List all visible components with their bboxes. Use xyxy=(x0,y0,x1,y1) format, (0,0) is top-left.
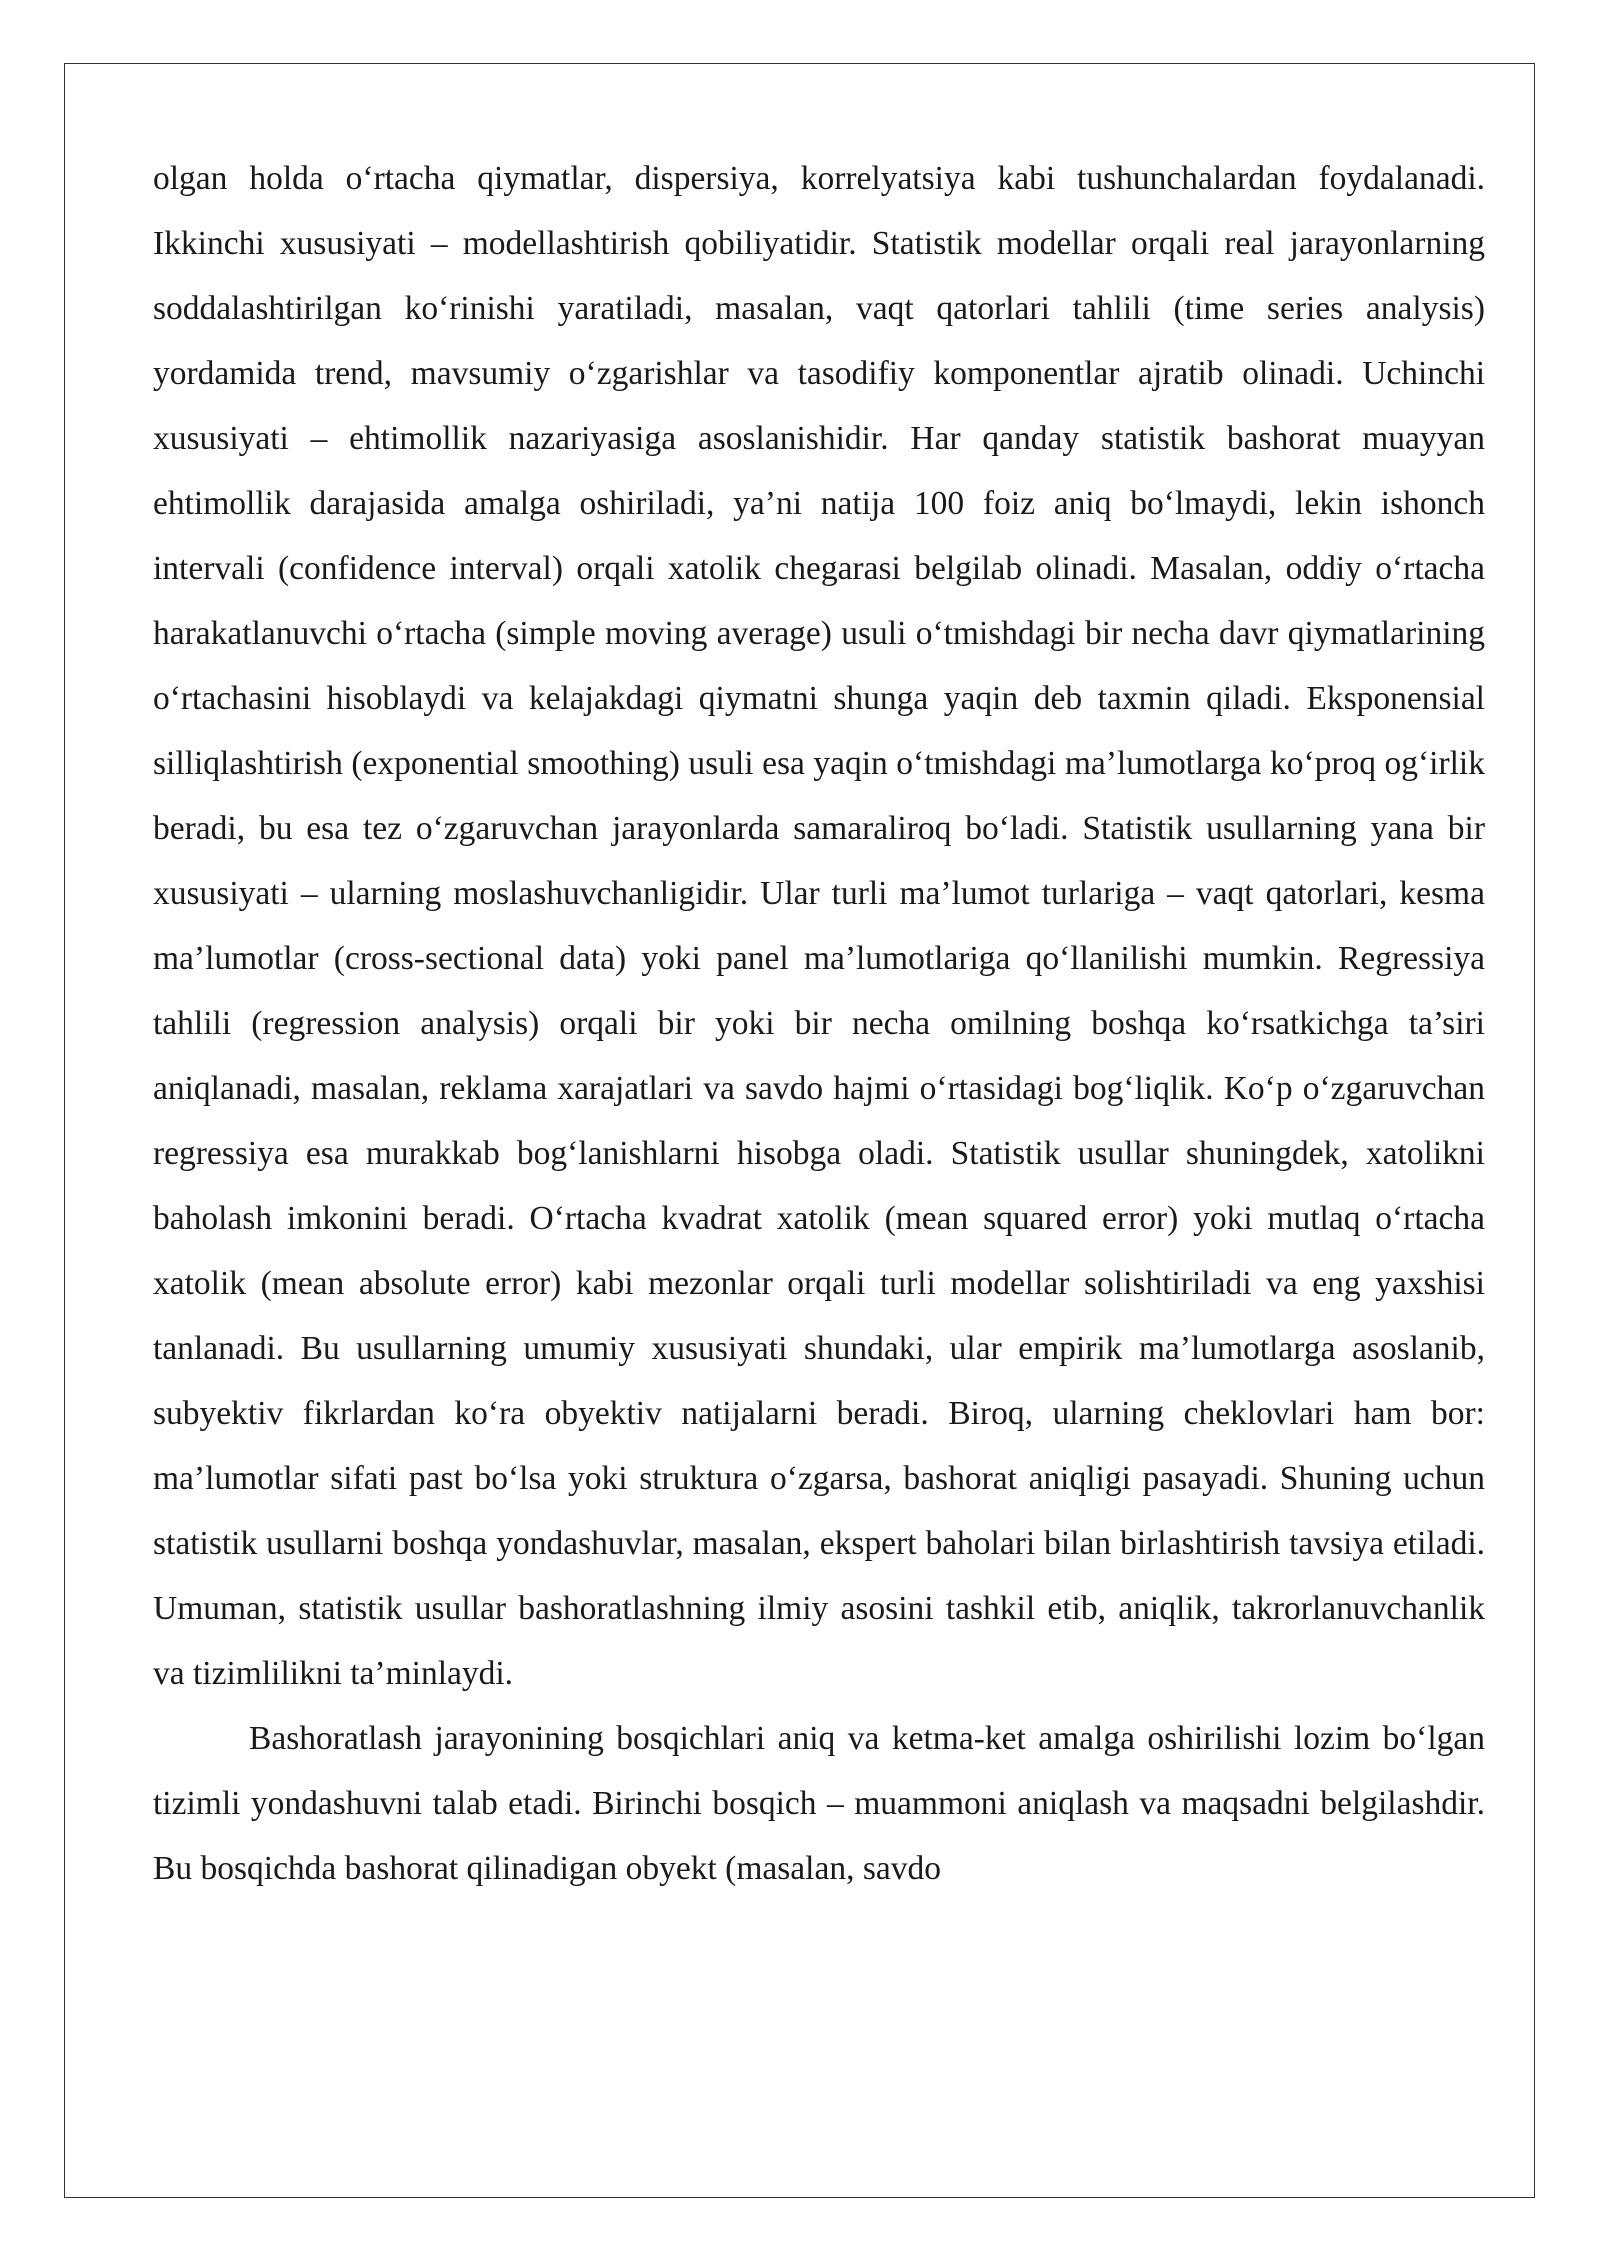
document-body xyxy=(153,146,1485,1901)
paragraph-forecasting-stages: Bashoratlash jarayonining bosqichlari aniq va ketma-ket amalga oshirilishi lozim bo‘lgan tizimli yondashuvni talab etadi. Birinchi bosqich – muammoni aniqlash va maqsadni belgilashdir. Bu bosqichda bashorat qilinadigan obyekt (masalan, savdo xyxy=(153,1720,1485,1887)
paragraph-continuation: olgan holda o‘rtacha qiymatlar, dispersiya, korrelyatsiya kabi tushunchalardan foydalanadi. Ikkinchi xususiyati – modellashtirish qobiliyatidir. Statistik modellar orqali real jarayonlarning soddalashtirilgan ko‘rinishi yaratiladi, masalan, vaqt qatorlari tahlili (time series analysis) yordamida trend, mavsumiy o‘zgarishlar va tasodifiy komponentlar ajratib olinadi. Uchinchi xususiyati – ehtimollik nazariyasiga asoslanishidir. Har qanday statistik bashorat muayyan ehtimollik darajasida amalga oshiriladi, ya’ni natija 100 foiz aniq bo‘lmaydi, lekin ishonch intervali (confidence interval) orqali xatolik chegarasi belgilab olinadi. Masalan, oddiy o‘rtacha harakatlanuvchi o‘rtacha (simple moving average) usuli o‘tmishdagi bir necha davr qiymatlarining o‘rtachasini hisoblaydi va kelajakdagi qiymatni shunga yaqin deb taxmin qiladi. Eksponensial silliqlashtirish (exponential smoothing) usuli esa yaqin o‘tmishdagi ma’lumotlarga ko‘proq og‘irlik beradi, bu esa tez o‘zgaruvchan jarayonlarda samaraliroq bo‘ladi. Statistik usullarning yana bir xususiyati – ularning moslashuvchanligidir. Ular turli ma’lumot turlariga – vaqt qatorlari, kesma ma’lumotlar (cross-sectional data) yoki panel ma’lumotlariga qo‘llanilishi mumkin. Regressiya tahlili (regression analysis) orqali bir yoki bir necha omilning boshqa ko‘rsatkichga ta’siri aniqlanadi, masalan, reklama xarajatlari va savdo hajmi o‘rtasidagi bog‘liqlik. Ko‘p o‘zgaruvchan regressiya esa murakkab bog‘lanishlarni hisobga oladi. Statistik usullar shuningdek, xatolikni baholash imkonini beradi. O‘rtacha kvadrat xatolik (mean squared error) yoki mutlaq o‘rtacha xatolik (mean absolute error) kabi mezonlar orqali turli modellar solishtiriladi va eng yaxshisi tanlanadi. Bu usullarning umumiy xususiyati shundaki, ular empirik ma’lumotlarga asoslanib, subyektiv fikrlardan ko‘ra obyektiv natijalarni beradi. Biroq, ularning cheklovlari ham bor: ma’lumotlar sifati past bo‘lsa yoki struktura o‘zgarsa, bashorat aniqligi pasayadi. Shuning uchun statistik usullarni boshqa yondashuvlar, masalan, ekspert baholari bilan birlashtirish tavsiya etiladi. Umuman, statistik usullar bashoratlashning ilmiy asosini tashkil etib, aniqlik, takrorlanuvchanlik va tizimlilikni ta’minlaydi. xyxy=(153,160,1485,1692)
